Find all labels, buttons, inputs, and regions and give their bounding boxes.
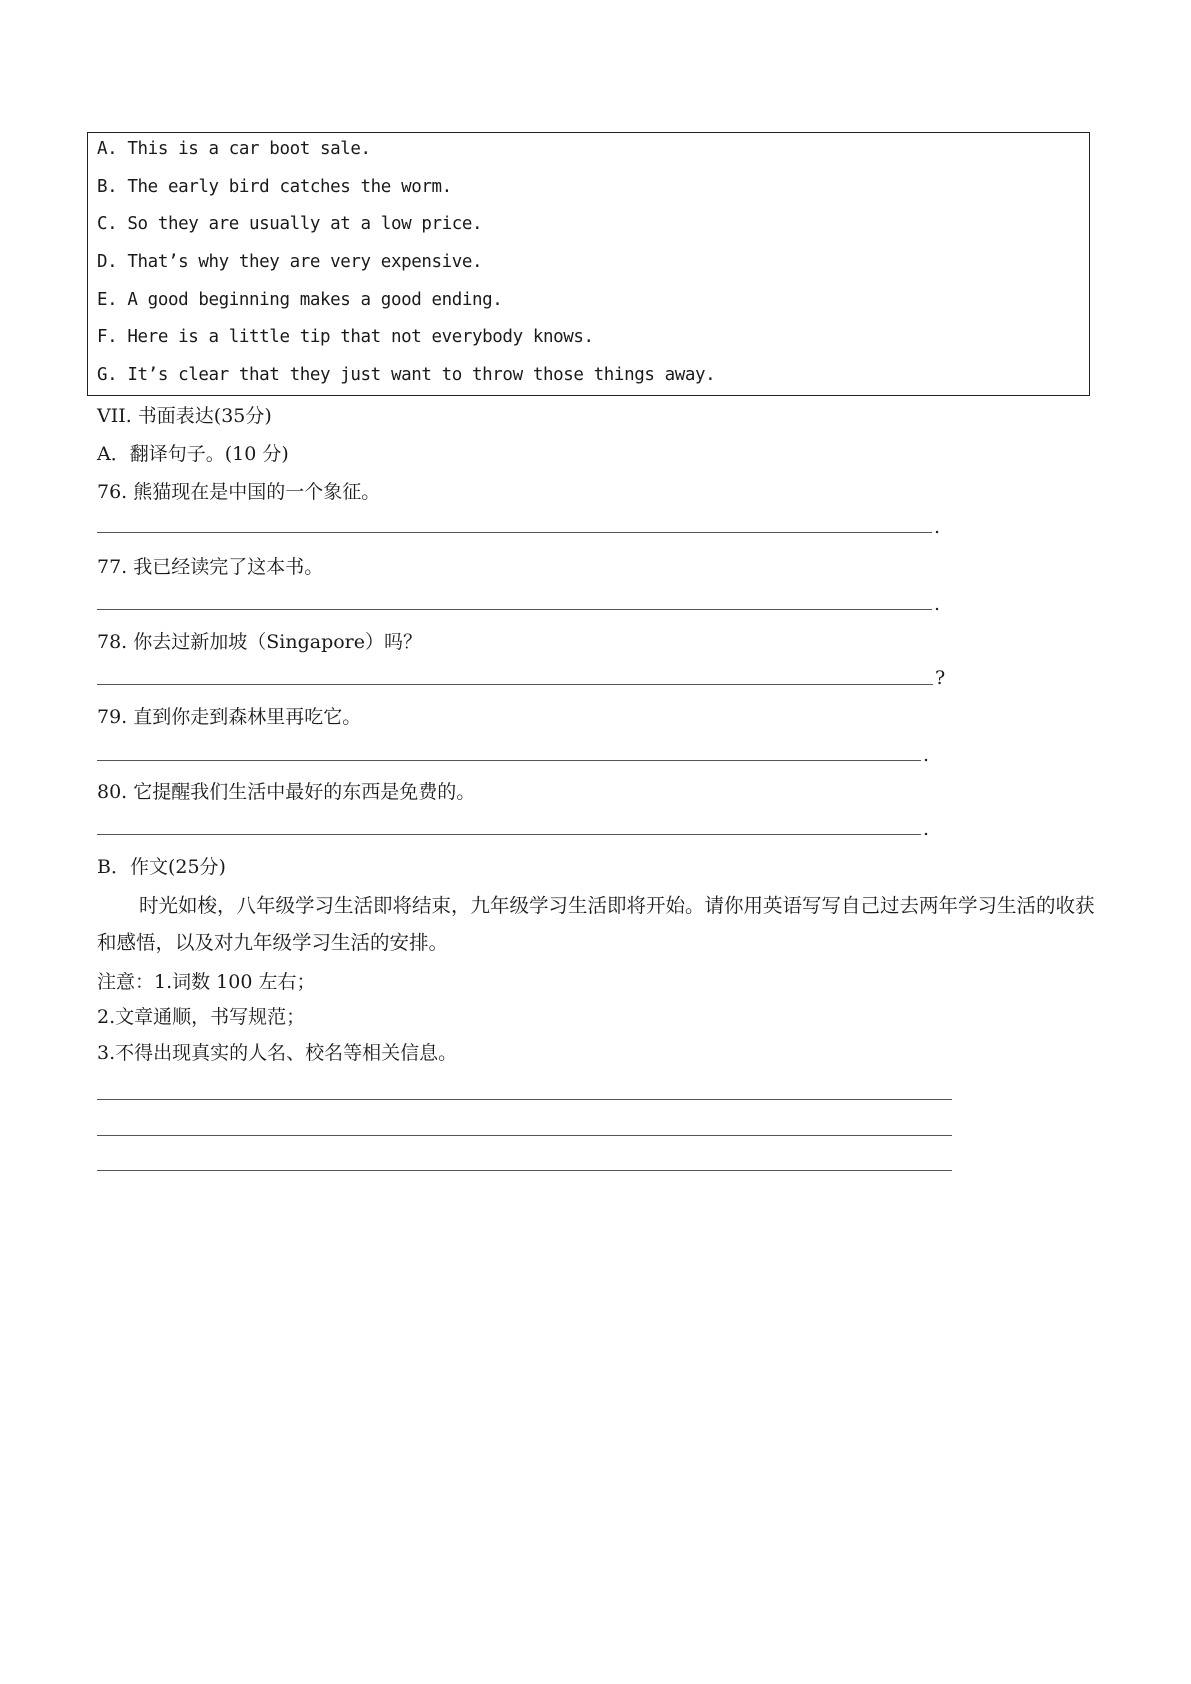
answer-line-76[interactable] (97, 532, 932, 533)
writing-line[interactable] (97, 1135, 952, 1136)
end-mark-80: . (923, 818, 930, 840)
option-e: E. A good beginning makes a good ending. (97, 290, 503, 310)
question-77: 77. 我已经读完了这本书。 (97, 556, 324, 578)
question-76: 76. 熊猫现在是中国的一个象征。 (97, 481, 381, 503)
question-80: 80. 它提醒我们生活中最好的东西是免费的。 (97, 781, 476, 803)
end-mark-77: . (934, 593, 941, 615)
note-1: 注意：1.词数 100 左右； (97, 971, 316, 993)
note-3: 3.不得出现真实的人名、校名等相关信息。 (97, 1042, 458, 1064)
writing-line[interactable] (97, 1170, 952, 1171)
option-g: G. It’s clear that they just want to throw those things away. (97, 365, 716, 385)
option-b: B. The early bird catches the worm. (97, 177, 452, 197)
end-mark-78: ? (935, 667, 946, 689)
part-b-title: B．作文(25分) (97, 856, 226, 878)
answer-line-80[interactable] (97, 834, 921, 835)
option-d: D. That’s why they are very expensive. (97, 252, 483, 272)
answer-line-77[interactable] (97, 609, 932, 610)
section-title: VII. 书面表达(35分) (97, 405, 272, 427)
note-2: 2.文章通顺，书写规范； (97, 1006, 306, 1028)
answer-line-79[interactable] (97, 760, 921, 761)
writing-prompt: 时光如梭，八年级学习生活即将结束，九年级学习生活即将开始。请你用英语写写自己过去两年学习生活的收获和感悟，以及对九年级学习生活的安排。 (97, 894, 1095, 954)
question-79: 79. 直到你走到森林里再吃它。 (97, 706, 362, 728)
part-a-title: A．翻译句子。(10 分) (97, 443, 289, 465)
question-78: 78. 你去过新加坡（Singapore）吗？ (97, 631, 423, 653)
option-f: F. Here is a little tip that not everybody knows. (97, 327, 594, 347)
writing-line[interactable] (97, 1099, 952, 1100)
answer-line-78[interactable] (97, 684, 933, 685)
options-box (87, 132, 1090, 396)
end-mark-76: . (934, 516, 941, 538)
option-a: A. This is a car boot sale. (97, 139, 371, 159)
end-mark-79: . (923, 744, 930, 766)
option-c: C. So they are usually at a low price. (97, 214, 483, 234)
